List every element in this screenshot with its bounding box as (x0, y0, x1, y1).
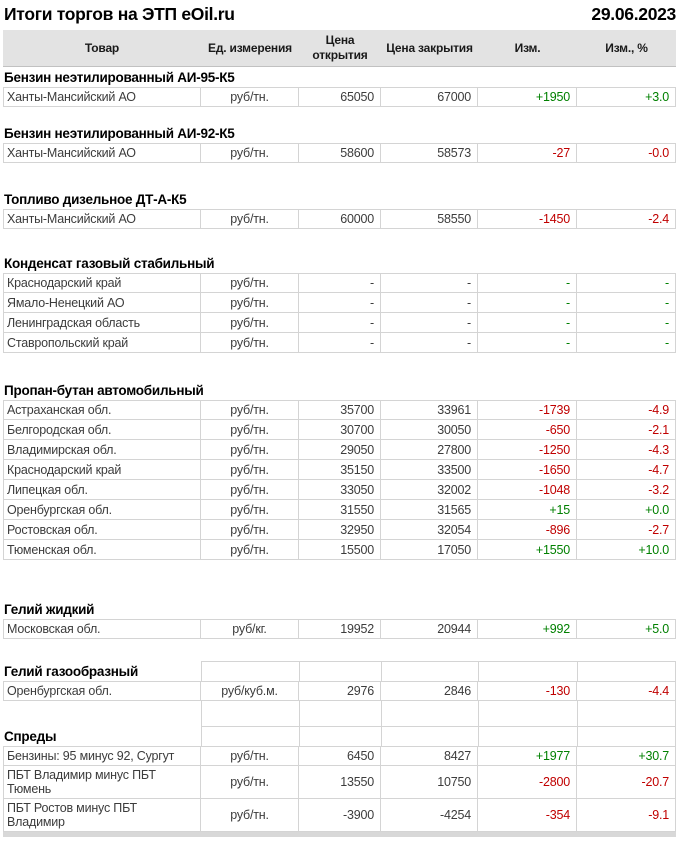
table-row (3, 143, 676, 163)
column-header: Изм., % (605, 40, 648, 55)
section-title-empty-cell (381, 726, 478, 746)
product-cell: Московская обл. (3, 619, 201, 639)
product-cell: Ямало-Ненецкий АО (3, 293, 201, 313)
close-price-cell: 30050 (381, 420, 478, 440)
change-cell: +1950 (478, 87, 577, 107)
open-price-cell: 32950 (299, 520, 381, 540)
trading-results-table (3, 30, 676, 832)
section-title-empty-cell (478, 726, 577, 746)
unit-cell: руб/тн. (201, 87, 299, 107)
change-pct-cell: +5.0 (577, 619, 676, 639)
unit-cell: руб/тн. (201, 746, 299, 766)
table-row (3, 460, 676, 480)
change-cell: -1739 (478, 400, 577, 420)
close-price-cell: - (381, 293, 478, 313)
change-cell: +1977 (478, 746, 577, 766)
unit-cell: руб/тн. (201, 400, 299, 420)
close-price-cell: 8427 (381, 746, 478, 766)
open-price-cell: - (299, 273, 381, 293)
spacer-cell (381, 701, 478, 726)
table-row (3, 87, 676, 107)
table-row (3, 333, 676, 353)
spacer-row (3, 701, 676, 726)
product-cell: Ставропольский край (3, 333, 201, 353)
product-cell: Оренбургская обл. (3, 681, 201, 701)
change-cell: +1550 (478, 540, 577, 560)
change-pct-cell: -2.7 (577, 520, 676, 540)
change-cell: -896 (478, 520, 577, 540)
change-pct-cell: +0.0 (577, 500, 676, 520)
table-header-row (3, 30, 676, 67)
close-price-cell: 17050 (381, 540, 478, 560)
change-cell: -354 (478, 799, 577, 832)
unit-cell: руб/тн. (201, 143, 299, 163)
unit-cell: руб/тн. (201, 273, 299, 293)
table-row (3, 500, 676, 520)
change-cell: -650 (478, 420, 577, 440)
unit-cell: руб/тн. (201, 480, 299, 500)
table-row (3, 313, 676, 333)
section-title-row (3, 599, 676, 619)
close-price-cell: 2846 (381, 681, 478, 701)
open-price-cell: -3900 (299, 799, 381, 832)
table-row (3, 766, 676, 799)
product-cell: Ханты-Мансийский АО (3, 143, 201, 163)
close-price-cell: - (381, 313, 478, 333)
unit-cell: руб/тн. (201, 540, 299, 560)
product-cell: Владимирская обл. (3, 440, 201, 460)
table-row (3, 619, 676, 639)
open-price-cell: 60000 (299, 209, 381, 229)
unit-cell: руб/тн. (201, 420, 299, 440)
change-cell: - (478, 293, 577, 313)
product-cell: Бензины: 95 минус 92, Сургут (3, 746, 201, 766)
table-row (3, 209, 676, 229)
open-price-cell: 6450 (299, 746, 381, 766)
unit-cell: руб/тн. (201, 313, 299, 333)
close-price-cell: 33500 (381, 460, 478, 480)
change-cell: -1650 (478, 460, 577, 480)
open-price-cell: - (299, 333, 381, 353)
product-cell: Краснодарский край (3, 460, 201, 480)
table-row (3, 681, 676, 701)
section-title: Гелий газообразный (4, 663, 139, 679)
table-row (3, 540, 676, 560)
close-price-cell: 67000 (381, 87, 478, 107)
spacer-row (3, 163, 676, 189)
product-cell: Липецкая обл. (3, 480, 201, 500)
open-price-cell: 29050 (299, 440, 381, 460)
table-row (3, 420, 676, 440)
section-title-empty-cell (299, 661, 381, 681)
section-title-row (3, 726, 676, 746)
table-row (3, 400, 676, 420)
open-price-cell: 15500 (299, 540, 381, 560)
close-price-cell: 20944 (381, 619, 478, 639)
change-cell: - (478, 333, 577, 353)
open-price-cell: 35150 (299, 460, 381, 480)
unit-cell: руб/тн. (201, 209, 299, 229)
table-row (3, 799, 676, 832)
change-cell: -1048 (478, 480, 577, 500)
bottom-cutoff-bar (3, 832, 676, 837)
report-date: 29.06.2023 (591, 4, 676, 24)
table-row (3, 293, 676, 313)
change-cell: +992 (478, 619, 577, 639)
spacer-row (3, 639, 676, 661)
product-cell: Оренбургская обл. (3, 500, 201, 520)
open-price-cell: - (299, 313, 381, 333)
change-cell: -130 (478, 681, 577, 701)
change-pct-cell: +30.7 (577, 746, 676, 766)
change-pct-cell: -9.1 (577, 799, 676, 832)
close-price-cell: 10750 (381, 766, 478, 799)
section-title-row (3, 380, 676, 400)
product-cell: Ханты-Мансийский АО (3, 87, 201, 107)
section-title-empty-cell (201, 661, 299, 681)
open-price-cell: 65050 (299, 87, 381, 107)
unit-cell: руб/тн. (201, 766, 299, 799)
spacer-row (3, 353, 676, 380)
section-title: Спреды (4, 728, 57, 744)
spacer-cell (577, 701, 676, 726)
unit-cell: руб/куб.м. (201, 681, 299, 701)
section-title-empty-cell (577, 661, 676, 681)
change-pct-cell: -4.7 (577, 460, 676, 480)
page-title: Итоги торгов на ЭТП eOil.ru (4, 4, 235, 24)
close-price-cell: 27800 (381, 440, 478, 460)
open-price-cell: 31550 (299, 500, 381, 520)
open-price-cell: 2976 (299, 681, 381, 701)
section-title-row (3, 253, 676, 273)
product-cell: Тюменская обл. (3, 540, 201, 560)
table-row (3, 480, 676, 500)
open-price-cell: 58600 (299, 143, 381, 163)
spacer-row (3, 229, 676, 253)
close-price-cell: 31565 (381, 500, 478, 520)
product-cell: Ростовская обл. (3, 520, 201, 540)
close-price-cell: 32054 (381, 520, 478, 540)
product-cell: Ленинградская область (3, 313, 201, 333)
unit-cell: руб/тн. (201, 440, 299, 460)
spacer-row (3, 107, 676, 123)
open-price-cell: 13550 (299, 766, 381, 799)
unit-cell: руб/тн. (201, 293, 299, 313)
section-title-empty-cell (478, 661, 577, 681)
product-cell: ПБТ Ростов минус ПБТ Владимир (3, 799, 201, 832)
change-pct-cell: -4.3 (577, 440, 676, 460)
close-price-cell: 32002 (381, 480, 478, 500)
change-cell: -1250 (478, 440, 577, 460)
change-pct-cell: -20.7 (577, 766, 676, 799)
table-row (3, 746, 676, 766)
section-title-empty-cell (381, 661, 478, 681)
section-title: Конденсат газовый стабильный (4, 255, 215, 271)
column-header: Цена закрытия (386, 40, 473, 55)
section-title-row (3, 67, 676, 87)
section-title: Топливо дизельное ДТ-А-К5 (4, 191, 187, 207)
change-pct-cell: - (577, 313, 676, 333)
spacer-cell (201, 701, 299, 726)
spacer-cell (299, 701, 381, 726)
close-price-cell: - (381, 273, 478, 293)
product-cell: Краснодарский край (3, 273, 201, 293)
close-price-cell: 58573 (381, 143, 478, 163)
unit-cell: руб/тн. (201, 799, 299, 832)
section-title-empty-cell (299, 726, 381, 746)
open-price-cell: - (299, 293, 381, 313)
open-price-cell: 33050 (299, 480, 381, 500)
change-pct-cell: +10.0 (577, 540, 676, 560)
change-cell: +15 (478, 500, 577, 520)
product-cell: Ханты-Мансийский АО (3, 209, 201, 229)
close-price-cell: -4254 (381, 799, 478, 832)
change-cell: - (478, 313, 577, 333)
section-title: Бензин неэтилированный АИ-92-К5 (4, 125, 235, 141)
section-title-empty-cell (201, 726, 299, 746)
change-pct-cell: +3.0 (577, 87, 676, 107)
report-header (3, 0, 677, 30)
column-header: Ед. измерения (208, 40, 292, 55)
spacer-row (3, 560, 676, 599)
table-row (3, 273, 676, 293)
section-title-row (3, 189, 676, 209)
change-pct-cell: - (577, 293, 676, 313)
close-price-cell: 58550 (381, 209, 478, 229)
change-cell: -1450 (478, 209, 577, 229)
column-header: Товар (84, 40, 120, 55)
open-price-cell: 30700 (299, 420, 381, 440)
change-pct-cell: - (577, 273, 676, 293)
section-title: Пропан-бутан автомобильный (4, 382, 204, 398)
change-pct-cell: -2.4 (577, 209, 676, 229)
product-cell: Астраханская обл. (3, 400, 201, 420)
unit-cell: руб/кг. (201, 619, 299, 639)
unit-cell: руб/тн. (201, 500, 299, 520)
unit-cell: руб/тн. (201, 520, 299, 540)
open-price-cell: 35700 (299, 400, 381, 420)
section-title-row (3, 123, 676, 143)
spacer-cell (3, 701, 201, 726)
change-cell: -2800 (478, 766, 577, 799)
change-pct-cell: -4.4 (577, 681, 676, 701)
section-title: Гелий жидкий (4, 601, 95, 617)
table-row (3, 520, 676, 540)
column-header: Цена открытия (312, 33, 368, 62)
column-header: Изм. (514, 40, 541, 55)
product-cell: Белгородская обл. (3, 420, 201, 440)
change-pct-cell: -4.9 (577, 400, 676, 420)
close-price-cell: - (381, 333, 478, 353)
section-title-row (3, 661, 676, 681)
close-price-cell: 33961 (381, 400, 478, 420)
change-pct-cell: -0.0 (577, 143, 676, 163)
open-price-cell: 19952 (299, 619, 381, 639)
change-cell: -27 (478, 143, 577, 163)
unit-cell: руб/тн. (201, 460, 299, 480)
section-title: Бензин неэтилированный АИ-95-К5 (4, 69, 235, 85)
section-title-empty-cell (577, 726, 676, 746)
product-cell: ПБТ Владимир минус ПБТ Тюмень (3, 766, 201, 799)
change-pct-cell: - (577, 333, 676, 353)
unit-cell: руб/тн. (201, 333, 299, 353)
change-pct-cell: -2.1 (577, 420, 676, 440)
change-pct-cell: -3.2 (577, 480, 676, 500)
change-cell: - (478, 273, 577, 293)
spacer-cell (478, 701, 577, 726)
table-row (3, 440, 676, 460)
